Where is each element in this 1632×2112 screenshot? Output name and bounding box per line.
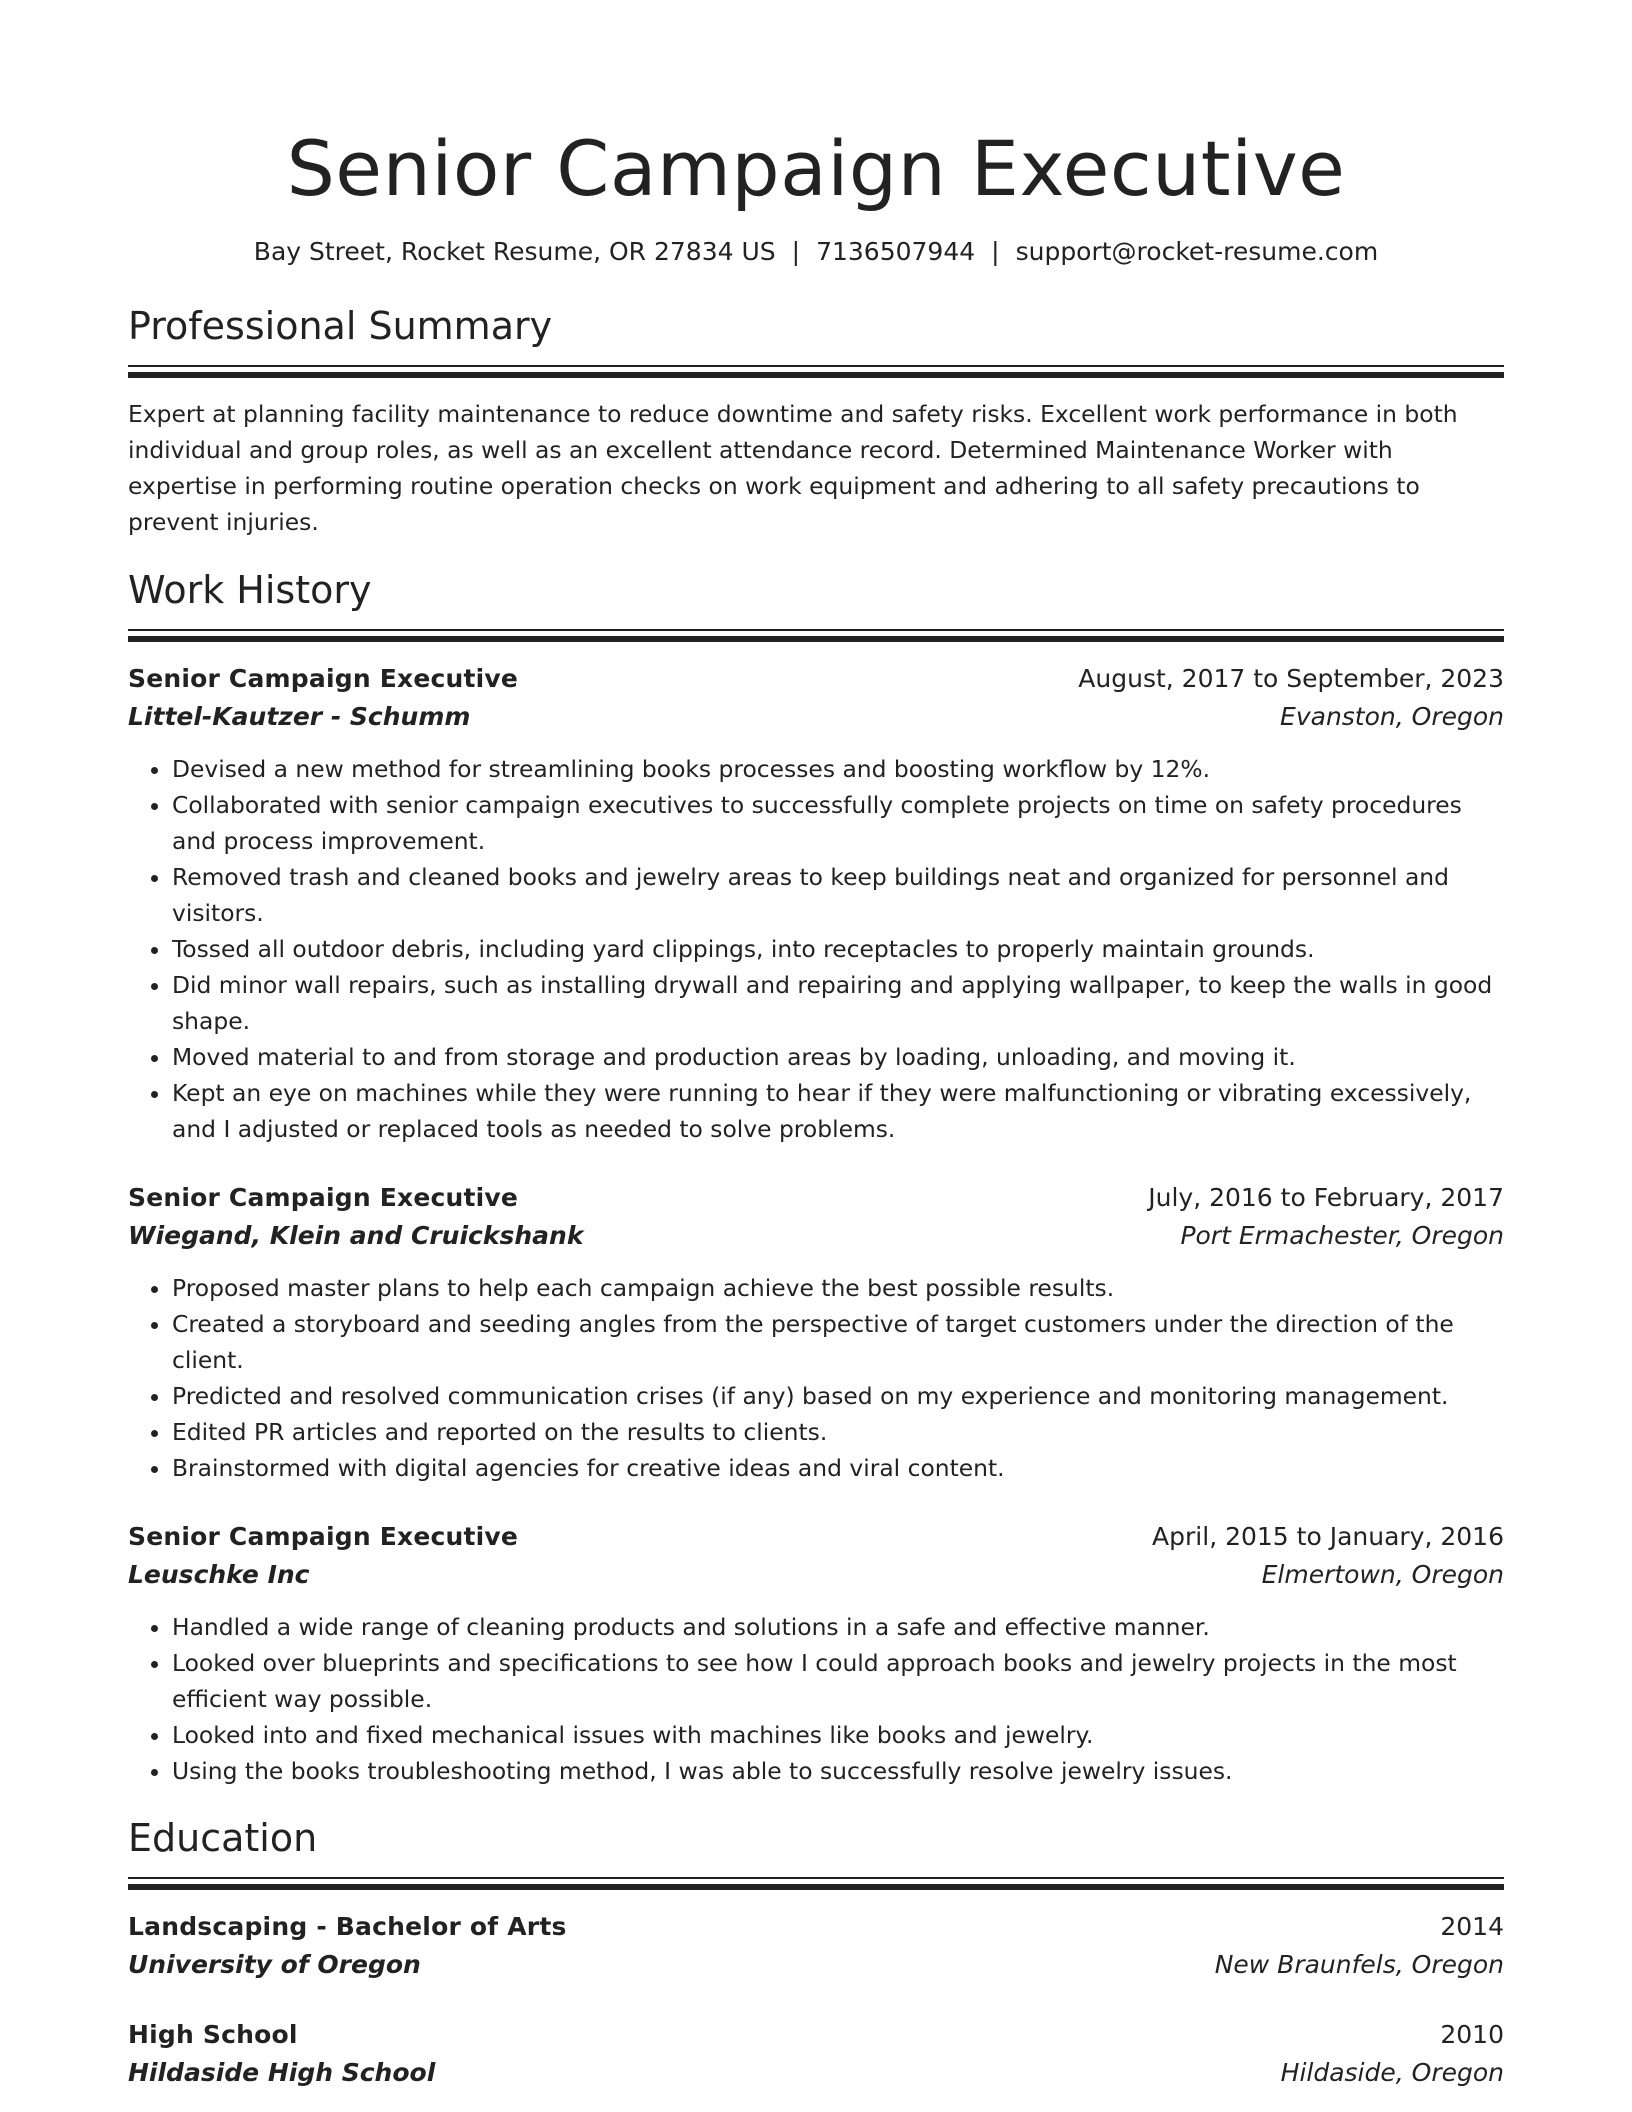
contact-email: support@rocket-resume.com — [1015, 237, 1379, 266]
job-location: Elmertown, Oregon — [1261, 1560, 1504, 1589]
education-entry — [128, 2016, 1504, 2092]
job-bullet: • Looked over blueprints and specifications to see how I could approach books and jewelry projects in the most efficient way possible. — [172, 1645, 1504, 1717]
job-location: Evanston, Oregon — [1280, 702, 1504, 731]
section-divider — [128, 365, 1504, 378]
education-school: Hildaside High School — [128, 2058, 436, 2087]
job-title: Senior Campaign Executive — [128, 1522, 519, 1551]
job-employer: Littel-Kautzer - Schumm — [128, 702, 471, 731]
education-location: Hildaside, Oregon — [1280, 2058, 1504, 2087]
contact-phone: 7136507944 — [816, 237, 976, 266]
education-school: University of Oregon — [128, 1950, 421, 1979]
job-bullet: • Devised a new method for streamlining books processes and boosting workflow by 12%. — [172, 751, 1504, 787]
job-title: Senior Campaign Executive — [128, 664, 519, 693]
job-bullet: • Brainstormed with digital agencies for creative ideas and viral content. — [172, 1450, 1504, 1486]
education-year: 2010 — [1440, 2020, 1504, 2049]
job-employer: Leuschke Inc — [128, 1560, 310, 1589]
education-degree: Landscaping - Bachelor of Arts — [128, 1912, 567, 1941]
job-title: Senior Campaign Executive — [128, 1183, 519, 1212]
education-location: New Braunfels, Oregon — [1214, 1950, 1504, 1979]
education-entry — [128, 1908, 1504, 1984]
section-divider — [128, 629, 1504, 642]
section-divider — [128, 1877, 1504, 1890]
job-bullet: • Kept an eye on machines while they were running to hear if they were malfunctioning or vibrating excessively, and I adjusted or replaced tools as needed to solve problems. — [172, 1075, 1504, 1147]
job-bullet-list — [128, 1270, 1504, 1486]
job-employer: Wiegand, Klein and Cruickshank — [128, 1221, 584, 1250]
job-entry — [128, 1518, 1504, 1789]
job-dates: April, 2015 to January, 2016 — [1152, 1522, 1504, 1551]
work-history-section — [128, 567, 1504, 1789]
job-bullet: • Edited PR articles and reported on the results to clients. — [172, 1414, 1504, 1450]
education-year: 2014 — [1440, 1912, 1504, 1941]
contact-address: Bay Street, Rocket Resume, OR 27834 US — [253, 237, 776, 266]
section-title-education: Education — [128, 1816, 318, 1860]
job-bullet-list — [128, 751, 1504, 1147]
education-degree: High School — [128, 2020, 298, 2049]
job-bullet: • Handled a wide range of cleaning products and solutions in a safe and effective manner. — [172, 1609, 1504, 1645]
job-dates: July, 2016 to February, 2017 — [1148, 1183, 1504, 1212]
job-bullet: • Did minor wall repairs, such as installing drywall and repairing and applying wallpaper, to keep the walls in good shape. — [172, 967, 1504, 1039]
job-bullet: • Moved material to and from storage and production areas by loading, unloading, and moving it. — [172, 1039, 1504, 1075]
resume-page — [128, 0, 1504, 2092]
job-entry — [128, 660, 1504, 1147]
summary-text: Expert at planning facility maintenance to reduce downtime and safety risks. Excellent work performance in both individual and group roles, as well as an excellent attendance record. Determined Maintenance Worker with expertise in performing routine operation checks on work equipment and adhering to all safety precautions to prevent injuries. — [128, 400, 1458, 536]
job-bullet: • Tossed all outdoor debris, including yard clippings, into receptacles to properly maintain grounds. — [172, 931, 1504, 967]
job-bullet: • Removed trash and cleaned books and jewelry areas to keep buildings neat and organized for personnel and visitors. — [172, 859, 1504, 931]
job-bullet: • Looked into and fixed mechanical issues with machines like books and jewelry. — [172, 1717, 1504, 1753]
contact-separator: | — [791, 237, 801, 266]
job-bullet: • Predicted and resolved communication crises (if any) based on my experience and monitoring management. — [172, 1378, 1504, 1414]
job-bullet: • Created a storyboard and seeding angles from the perspective of target customers under the direction of the client. — [172, 1306, 1504, 1378]
job-entry — [128, 1179, 1504, 1486]
job-bullet: • Using the books troubleshooting method, I was able to successfully resolve jewelry issues. — [172, 1753, 1504, 1789]
summary-section — [128, 303, 1504, 540]
section-title-work-history: Work History — [128, 568, 372, 612]
contact-separator: | — [991, 237, 1000, 266]
education-section — [128, 1815, 1504, 2092]
resume-name: Senior Campaign Executive — [286, 124, 1346, 213]
job-bullet-list — [128, 1609, 1504, 1789]
job-bullet: • Collaborated with senior campaign executives to successfully complete projects on time on safety procedures and process improvement. — [172, 787, 1504, 859]
contact-line — [128, 235, 1504, 269]
section-title-summary: Professional Summary — [128, 304, 553, 348]
job-bullet: • Proposed master plans to help each campaign achieve the best possible results. — [172, 1270, 1504, 1306]
job-location: Port Ermachester, Oregon — [1180, 1221, 1504, 1250]
job-dates: August, 2017 to September, 2023 — [1078, 664, 1504, 693]
